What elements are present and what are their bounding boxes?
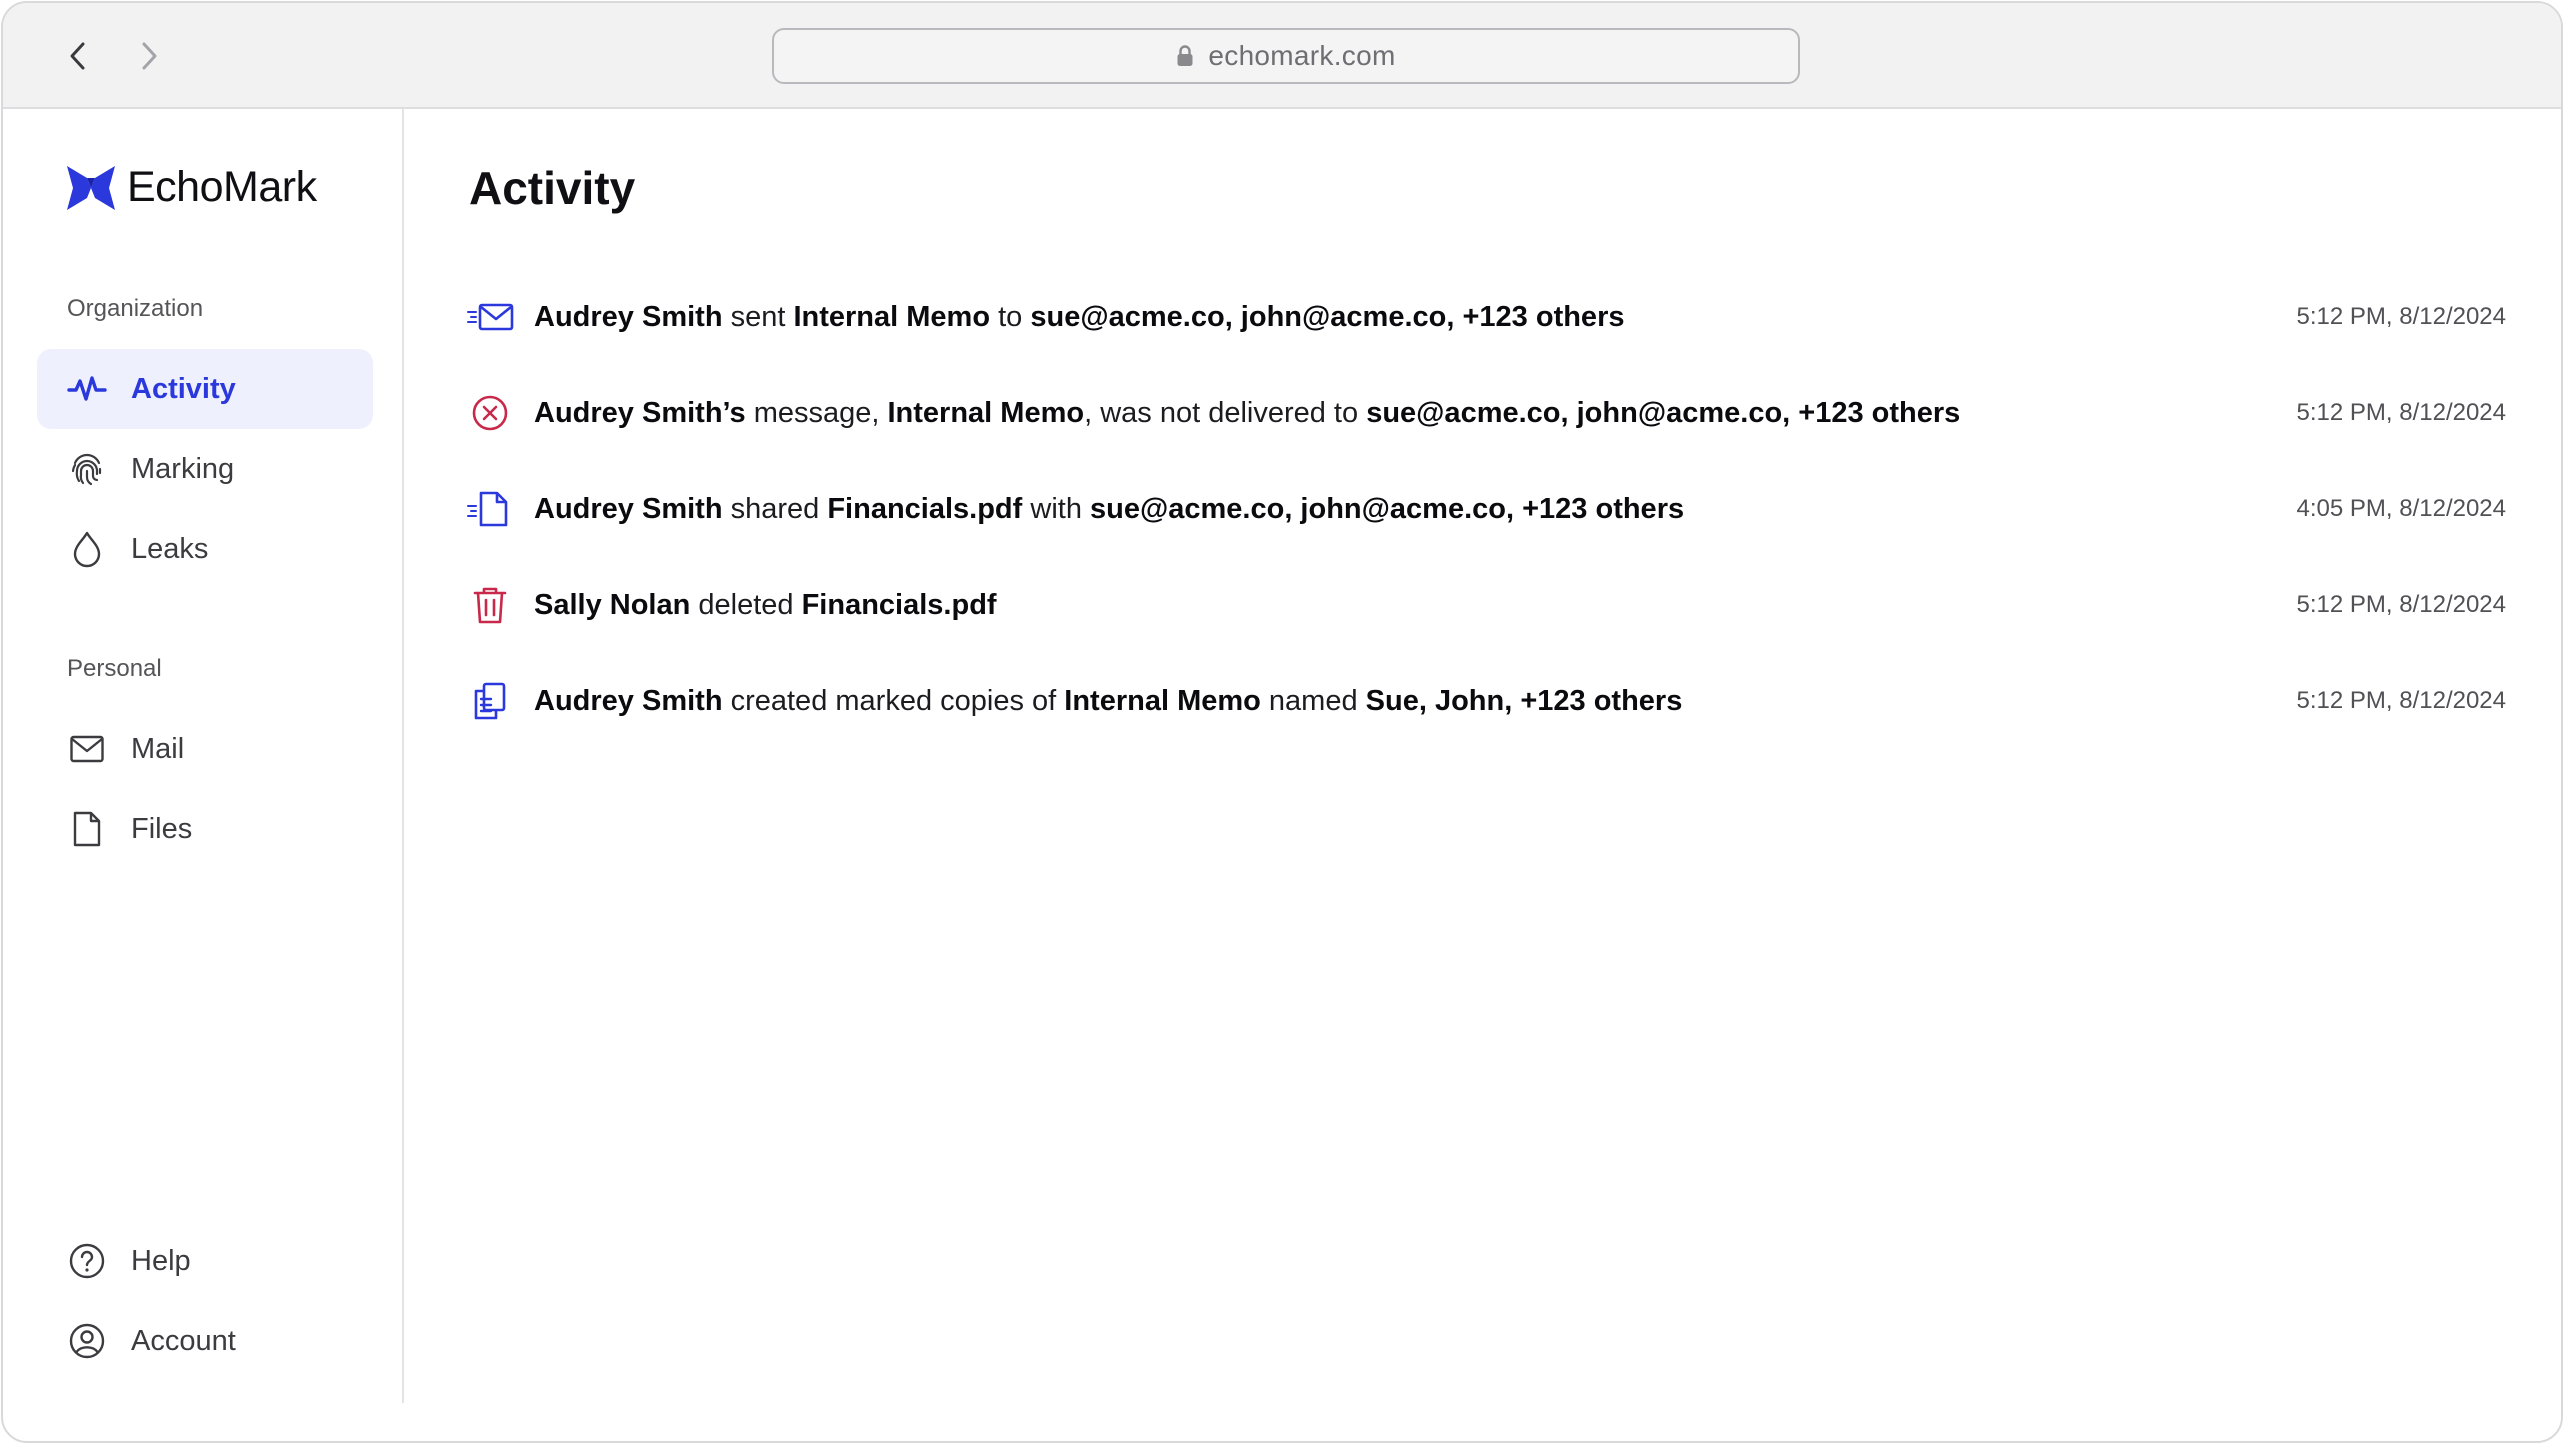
file-icon xyxy=(67,809,107,849)
browser-toolbar xyxy=(3,3,2561,109)
activity-row[interactable] xyxy=(466,671,2506,731)
activity-connector: with xyxy=(1022,492,1090,525)
sidebar-item-help[interactable] xyxy=(37,1221,373,1301)
file-shared-icon xyxy=(466,485,514,533)
help-circle-icon xyxy=(67,1241,107,1281)
fingerprint-icon xyxy=(67,449,107,489)
activity-object: Financials.pdf xyxy=(827,492,1023,525)
activity-object: Internal Memo xyxy=(1064,684,1261,717)
activity-object: Internal Memo xyxy=(793,300,991,333)
lock-icon xyxy=(1176,44,1194,68)
activity-actor: Sally Nolan xyxy=(534,588,691,621)
sidebar-item-label: Activity xyxy=(131,372,236,405)
sidebar-item-leaks[interactable] xyxy=(37,509,373,589)
activity-verb: created marked copies of xyxy=(722,684,1065,717)
activity-actor: Audrey Smith xyxy=(534,300,723,333)
activity-object: Financials.pdf xyxy=(801,588,997,621)
mail-icon xyxy=(67,729,107,769)
activity-connector: named xyxy=(1260,684,1366,717)
activity-actor: Audrey Smith xyxy=(534,492,723,525)
sidebar-item-files[interactable] xyxy=(37,789,373,869)
droplet-icon xyxy=(67,529,107,569)
activity-icon xyxy=(67,369,107,409)
sidebar-item-label: Help xyxy=(131,1244,191,1277)
personal-section-label: Personal xyxy=(67,655,162,682)
echomark-logo-icon xyxy=(67,166,115,210)
activity-timestamp: 5:12 PM, 8/12/2024 xyxy=(2296,303,2506,330)
copies-icon xyxy=(466,677,514,725)
sidebar-item-label: Account xyxy=(131,1324,236,1357)
mail-sent-icon xyxy=(466,293,514,341)
activity-timestamp: 5:12 PM, 8/12/2024 xyxy=(2296,399,2506,426)
activity-text xyxy=(534,493,1684,526)
page-title: Activity xyxy=(469,162,636,214)
activity-text xyxy=(534,589,997,622)
activity-timestamp: 5:12 PM, 8/12/2024 xyxy=(2296,591,2506,618)
activity-verb: deleted xyxy=(690,588,802,621)
brand-name: EchoMark xyxy=(127,163,317,211)
sidebar xyxy=(3,109,404,1403)
activity-row[interactable] xyxy=(466,479,2506,539)
activity-text xyxy=(534,301,1624,334)
activity-text xyxy=(534,685,1682,718)
activity-verb: shared xyxy=(722,492,828,525)
activity-row[interactable] xyxy=(466,383,2506,443)
url-text: echomark.com xyxy=(1208,40,1396,71)
forward-button[interactable] xyxy=(129,34,169,78)
error-circle-icon xyxy=(466,389,514,437)
activity-target: Sue, John, +123 others xyxy=(1365,684,1683,717)
trash-icon xyxy=(466,581,514,629)
chevron-left-icon xyxy=(67,40,89,72)
activity-row[interactable] xyxy=(466,287,2506,347)
sidebar-item-activity[interactable] xyxy=(37,349,373,429)
sidebar-item-label: Files xyxy=(131,812,193,845)
activity-object: Internal Memo xyxy=(887,396,1085,429)
sidebar-item-marking[interactable] xyxy=(37,429,373,509)
browser-window xyxy=(1,1,2563,1443)
activity-verb: message, xyxy=(745,396,888,429)
sidebar-item-mail[interactable] xyxy=(37,709,373,789)
activity-connector: to xyxy=(990,300,1031,333)
address-bar[interactable] xyxy=(772,28,1800,84)
activity-target: sue@acme.co, john@acme.co, +123 others xyxy=(1366,396,1961,429)
sidebar-item-account[interactable] xyxy=(37,1301,373,1381)
organization-section-label: Organization xyxy=(67,295,204,322)
sidebar-item-label: Mail xyxy=(131,732,185,765)
activity-actor: Audrey Smith xyxy=(534,684,723,717)
activity-verb: sent xyxy=(722,300,794,333)
brand-logo[interactable] xyxy=(67,163,317,212)
sidebar-item-label: Leaks xyxy=(131,532,209,565)
activity-target: sue@acme.co, john@acme.co, +123 others xyxy=(1030,300,1625,333)
main-content xyxy=(406,109,2561,1441)
activity-actor: Audrey Smith’s xyxy=(534,396,746,429)
activity-connector: , was not delivered to xyxy=(1084,396,1367,429)
activity-text xyxy=(534,397,1960,430)
activity-target: sue@acme.co, john@acme.co, +123 others xyxy=(1090,492,1685,525)
activity-timestamp: 4:05 PM, 8/12/2024 xyxy=(2296,495,2506,522)
user-circle-icon xyxy=(67,1321,107,1361)
sidebar-item-label: Marking xyxy=(131,452,235,485)
back-button[interactable] xyxy=(58,34,98,78)
activity-timestamp: 5:12 PM, 8/12/2024 xyxy=(2296,687,2506,714)
activity-row[interactable] xyxy=(466,575,2506,635)
chevron-right-icon xyxy=(138,40,160,72)
